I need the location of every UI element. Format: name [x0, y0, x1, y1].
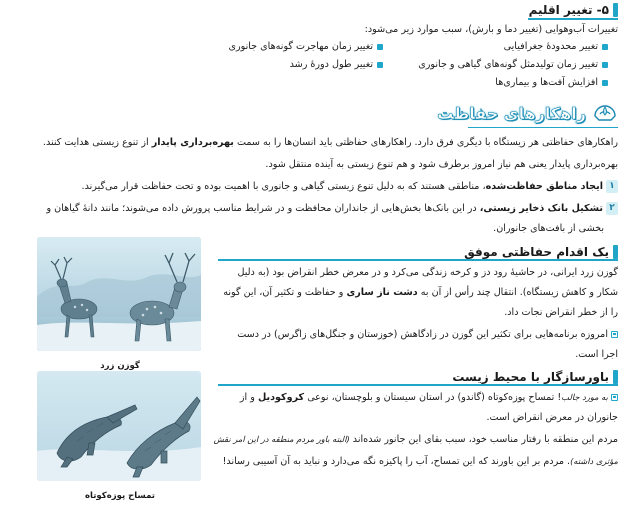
belief-line-4: مؤثری داشته). مردم بر این باورند که این تمساح، آب را پاکیزه نگه می‌دارد و نباید به آن آسیبی رساند!: [222, 456, 618, 467]
section-marker-icon: [613, 245, 618, 259]
climate-title-text: ۵- تغییر اقلیم: [528, 3, 609, 17]
deer-illustration: [37, 237, 201, 351]
number-badge: ۲: [606, 202, 618, 215]
conservation-paragraph-2: بهره‌برداری پایدار یعنی هم نیاز امروز برطرف شود و هم تنوع زیستی به آینده منتقل شود.: [265, 159, 618, 170]
belief-title-text: باورسازگار با محیط زیست: [452, 370, 609, 384]
crocodile-illustration: [37, 371, 201, 481]
climate-intro: تغییرات آب‌وهوایی (تغییر دما و بارش)، سبب موارد زیر می‌شود:: [364, 24, 618, 35]
success-line-5: اجرا است.: [575, 349, 618, 360]
conservation-item-1: ۱ایجاد مناطق حفاظت‌شده، مناطقی هستند که به دلیل تنوع زیستی گیاهی و جانوری با اهمیت بوده و تحت حفاظت قرار می‌گیرند.: [82, 177, 618, 196]
section-marker-icon: [613, 3, 618, 17]
bullet-icon: [602, 80, 608, 86]
list-item: افزایش آفت‌ها و بیماری‌ها: [393, 74, 608, 92]
list-item: تغییر زمان تولیدمثل گونه‌های گیاهی و جانوری: [393, 56, 608, 74]
bullet-icon: [602, 44, 608, 50]
crocodile-caption: تمساح پوزه‌کوتاه: [85, 491, 155, 501]
conservation-item-2: ۲تشکیل بانک ذخایر زیستی، در این بانک‌ها بخش‌هایی از جانداران محافظت و در شرایط مناسب پرورش داده می‌شوند؛ مانند دانهٔ گیاهان و: [46, 199, 618, 218]
conservation-item-2-continued: بخشی از بافت‌های جانوران.: [493, 223, 604, 234]
belief-title-underline: [218, 384, 618, 386]
bullet-icon: [377, 62, 383, 68]
number-badge: ۱: [606, 180, 618, 193]
crocodile-photo: [37, 371, 201, 481]
belief-line-1: به مورد جالب! تمساح پوزه‌کوتاه (گاندو) در استان سیستان و بلوچستان، نوعی کروکودیل و از: [240, 388, 618, 407]
conservation-banner: [437, 100, 618, 126]
list-item: تغییر محدودهٔ جغرافیایی: [393, 38, 608, 56]
belief-section-title: [452, 369, 618, 385]
success-line-4: امروزه برنامه‌هایی برای تکثیر این گوزن در زادگاهش (خوزستان و جنگل‌های زاگرس) در دست: [237, 325, 618, 344]
conservation-title: راهکارهای حفاظت: [437, 103, 586, 123]
conservation-underline: [468, 127, 618, 128]
success-line-3: را از خطر انقراض نجات داد.: [504, 307, 618, 318]
success-line-2: شکار و کاهش زیستگاه). انتقال چند رأس از آن به دشت ناز ساری و حفاظت و تکثیر آن، این گونه: [223, 287, 618, 298]
bullet-icon: [611, 394, 618, 401]
list-item: تغییر طول دورهٔ رشد: [168, 56, 383, 74]
hands-leaf-icon: [592, 102, 618, 124]
success-title-text: یک اقدام حفاظتی موفق: [464, 245, 609, 259]
conservation-paragraph-1: راهکارهای حفاظتی هر زیستگاه با دیگری فرق دارد. راهکارهای حفاظتی باید انسان‌ها را به سمت بهره‌برداری پایدار از تنوع زیستی هدایت کنند.: [42, 137, 618, 148]
success-line-1: گوزن زرد ایرانی، در حاشیهٔ رود دز و کرخه زندگی می‌کرد و در معرض خطر انقراض بود (به دلیل: [237, 267, 618, 278]
list-item: تغییر زمان مهاجرت گونه‌های جانوری: [168, 38, 383, 56]
success-section-title: [464, 244, 618, 260]
success-title-underline: [218, 259, 618, 261]
belief-line-3: مردم این منطقه با رفتار مناسب خود، سبب بقای این جانور شده‌اند (البته باور مردم منطقه در این امر نقش: [213, 434, 618, 445]
bullet-icon: [377, 44, 383, 50]
climate-list: [168, 38, 608, 92]
belief-line-2: جانوران در معرض انقراض است.: [486, 412, 618, 423]
deer-caption: گوزن زرد: [100, 361, 140, 371]
deer-photo: [37, 237, 201, 351]
bullet-icon: [611, 331, 618, 338]
bullet-icon: [602, 62, 608, 68]
climate-section-title: [529, 2, 618, 18]
section-marker-icon: [613, 370, 618, 384]
